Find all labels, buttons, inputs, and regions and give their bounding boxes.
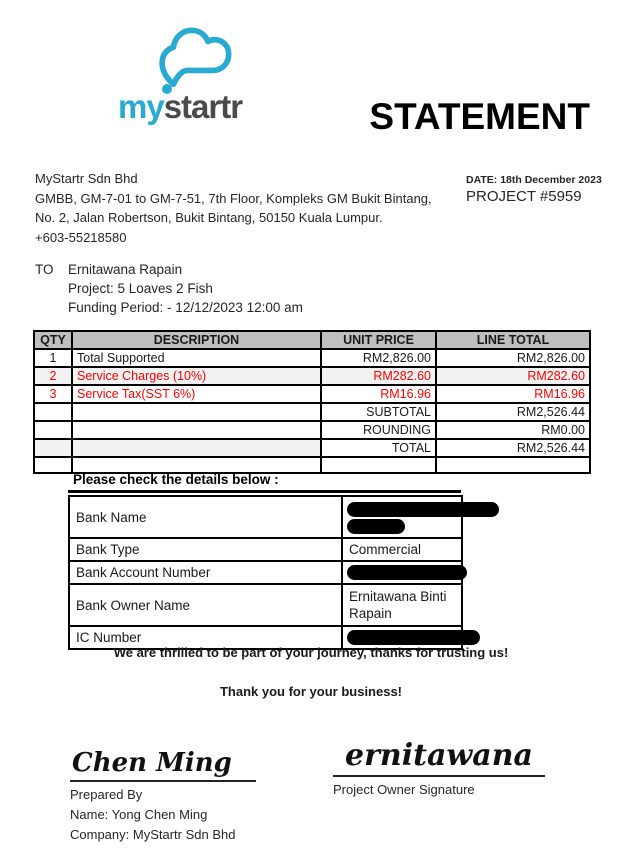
cell-empty (34, 421, 72, 439)
cell-empty (34, 457, 72, 473)
cell-qty: 2 (34, 367, 72, 385)
cell-unit-price: RM2,826.00 (321, 349, 436, 367)
logo-wordmark (118, 88, 242, 126)
cell-summary-label: TOTAL (321, 439, 436, 457)
project-owner-label: Project Owner Signature (333, 782, 475, 797)
cloud-icon (158, 24, 234, 88)
statement-table (33, 330, 591, 474)
statement-meta (466, 174, 602, 205)
bank-row-account (69, 561, 462, 584)
bank-owner-label: Bank Owner Name (69, 584, 342, 626)
table-summary-row (34, 439, 590, 457)
recipient-name: Ernitawana Rapain (68, 262, 183, 277)
table-header-row (34, 331, 590, 349)
cell-line-total: RM2,826.00 (436, 349, 590, 367)
company-address-line1: GMBB, GM-7-01 to GM-7-51, 7th Floor, Kompleks GM Bukit Bintang, (35, 190, 432, 206)
cell-unit-price: RM16.96 (321, 385, 436, 403)
prepared-by-signature: Chen Ming (72, 748, 232, 778)
signature-line (70, 780, 256, 782)
project-number: PROJECT #5959 (466, 188, 582, 205)
cell-empty (34, 439, 72, 457)
redaction-bar (347, 630, 480, 645)
cell-summary-label: ROUNDING (321, 421, 436, 439)
project-owner-block (333, 738, 545, 800)
thanks-message: Thank you for your business! (219, 684, 403, 699)
bank-row-type (69, 538, 462, 561)
bank-account-label: Bank Account Number (69, 561, 342, 584)
company-address-block (35, 169, 432, 247)
col-header-qty: QTY (34, 331, 72, 349)
cell-empty (34, 403, 72, 421)
statement-date: DATE: 18th December 2023 (466, 174, 602, 186)
page-title: STATEMENT (369, 96, 590, 137)
cell-summary-value: RM2,526.44 (436, 403, 590, 421)
bank-details-title: Please check the details below : (68, 472, 461, 493)
bank-row-name (69, 496, 462, 538)
prepared-by-name: Name: Yong Chen Ming (70, 807, 208, 822)
recipient-funding-period: Funding Period: - 12/12/2023 12:00 am (68, 300, 303, 315)
prepared-by-block (70, 748, 256, 845)
cell-summary-label: SUBTOTAL (321, 403, 436, 421)
cell-empty (72, 403, 321, 421)
company-phone: +603-55218580 (35, 229, 127, 245)
cell-empty (436, 457, 590, 473)
mystartr-logo (110, 22, 320, 142)
cell-empty (72, 439, 321, 457)
journey-message: We are thrilled to be part of your journey, thanks for trusting us! (113, 645, 509, 660)
table-row (34, 349, 590, 367)
bank-name-label: Bank Name (69, 496, 342, 538)
prepared-by-company: Company: MyStartr Sdn Bhd (70, 827, 236, 842)
bank-type-value: Commercial (342, 538, 462, 561)
logo-word-startr: startr (163, 88, 243, 125)
project-owner-signature: ernitawana (345, 738, 533, 773)
cell-empty (72, 457, 321, 473)
logo-word-my: my (118, 88, 164, 125)
redaction-bar (347, 565, 467, 580)
cell-qty: 1 (34, 349, 72, 367)
cell-line-total: RM282.60 (436, 367, 590, 385)
table-summary-row (34, 403, 590, 421)
bank-row-owner (69, 584, 462, 626)
ic-number-label: IC Number (69, 626, 342, 649)
cell-line-total: RM16.96 (436, 385, 590, 403)
redaction-bar (347, 502, 499, 517)
col-header-description: DESCRIPTION (72, 331, 321, 349)
bank-type-label: Bank Type (69, 538, 342, 561)
redaction-bar (347, 519, 405, 534)
cell-empty (321, 457, 436, 473)
recipient-project: Project: 5 Loaves 2 Fish (68, 281, 213, 296)
cell-description: Service Tax(SST 6%) (72, 385, 321, 403)
cell-description: Total Supported (72, 349, 321, 367)
cell-summary-value: RM2,526.44 (436, 439, 590, 457)
bank-account-value (342, 561, 462, 584)
company-address-line2: No. 2, Jalan Robertson, Bukit Bintang, 50150 Kuala Lumpur. (35, 210, 383, 225)
table-row (34, 385, 590, 403)
bank-owner-value: Ernitawana Binti Rapain (342, 584, 462, 626)
cell-summary-value: RM0.00 (436, 421, 590, 439)
cell-qty: 3 (34, 385, 72, 403)
signature-line (333, 775, 545, 777)
cell-empty (72, 421, 321, 439)
to-label: TO (35, 262, 54, 277)
cell-unit-price: RM282.60 (321, 367, 436, 385)
cell-description: Service Charges (10%) (72, 367, 321, 385)
table-row (34, 367, 590, 385)
recipient-block (35, 260, 303, 317)
bank-details-table (68, 495, 463, 650)
company-name: MyStartr Sdn Bhd (35, 171, 138, 186)
table-summary-row (34, 421, 590, 439)
bank-name-value (342, 496, 462, 538)
col-header-line-total: LINE TOTAL (436, 331, 590, 349)
prepared-by-label: Prepared By (70, 787, 143, 802)
col-header-unit-price: UNIT PRICE (321, 331, 436, 349)
table-empty-row (34, 457, 590, 473)
